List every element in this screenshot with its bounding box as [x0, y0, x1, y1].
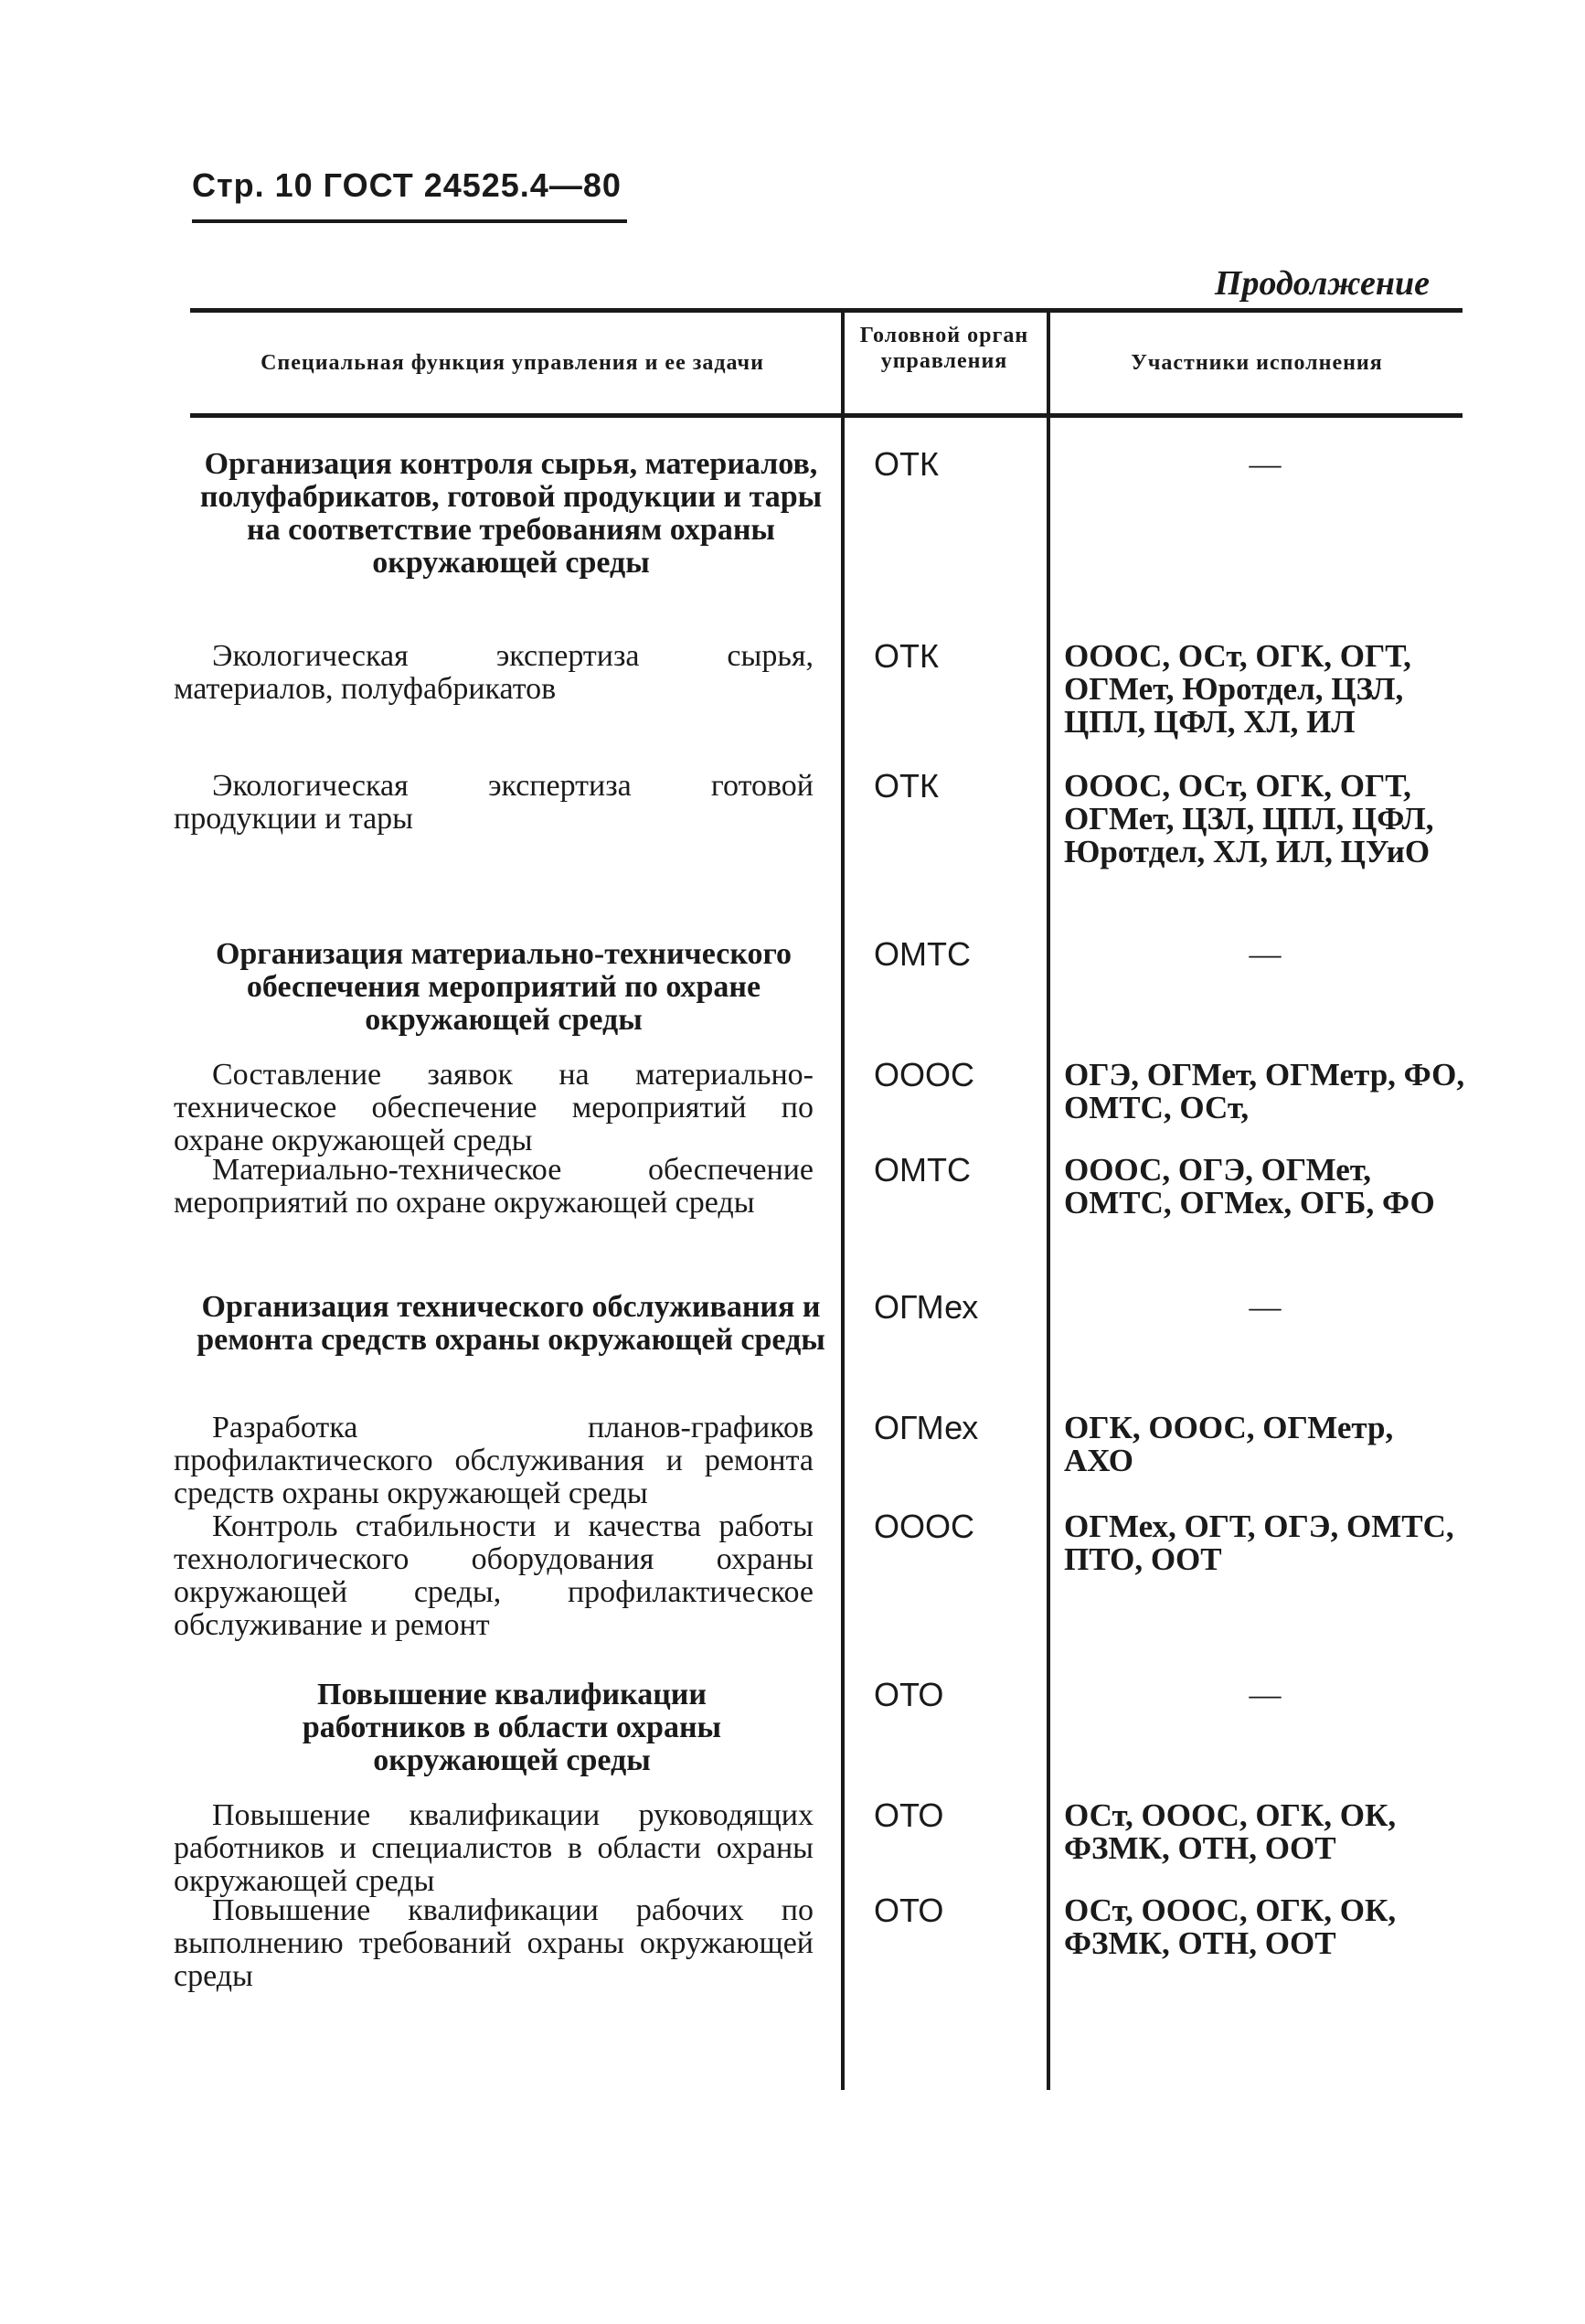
continuation-label: Продолжение — [1214, 264, 1430, 303]
participants: ОООС, ОГЭ, ОГМет, ОМТС, ОГМех, ОГБ, ФО — [1064, 1152, 1435, 1221]
section-title: Организация контроля сырья, материалов, полуфабрикатов, готовой продукции и тары на соответствие требованиям охраны окружающей среды — [199, 447, 823, 580]
section-title: Повышение квалификации работников в области охраны окружающей среды — [302, 1678, 722, 1777]
lead-org: ОООС — [874, 1056, 975, 1093]
task: Материально-техническое обеспечение мероприятий по охране окружающей среды — [174, 1153, 814, 1220]
section-title: Организация технического обслуживания и ремонта средств охраны окружающей среды — [197, 1290, 825, 1357]
lead-org: ОМТС — [874, 1151, 971, 1189]
task: Экологическая экспертиза готовой продукции и тары — [174, 769, 814, 836]
participants: ОГК, ОООС, ОГМетр, АХО — [1064, 1410, 1394, 1478]
task: Составление заявок на материально-техническое обеспечение мероприятий по охране окружающей среды — [174, 1058, 814, 1157]
section-title: Организация материально-технического обеспечения мероприятий по охране окружающей среды — [215, 937, 792, 1037]
task: Контроль стабильности и качества работы технологического оборудования охраны окружающей среды, профилактическое обслуживание и ремонт — [174, 1509, 814, 1642]
column-header-lead-org: Головной орган управления — [859, 324, 1029, 373]
table-header-rule — [190, 413, 1463, 418]
header-underline — [192, 219, 627, 223]
lead-org: ОГМех — [874, 1288, 979, 1326]
lead-org: ОТО — [874, 1796, 944, 1834]
column-divider — [841, 313, 845, 2090]
task: Повышение квалификации руководящих работников и специалистов в области охраны окружающей среды — [174, 1798, 814, 1898]
participants: ОСт, ОООС, ОГК, ОК, ФЗМК, ОТН, ООТ — [1064, 1892, 1397, 1961]
task: Разработка планов-графиков профилактического обслуживания и ремонта средств охраны окружающей среды — [174, 1411, 814, 1510]
column-divider — [1047, 313, 1050, 2090]
participants: — — [1249, 936, 1282, 972]
participants: ОООС, ОСт, ОГК, ОГТ, ОГМет, Юротдел, ЦЗЛ, ЦПЛ, ЦФЛ, ХЛ, ИЛ — [1064, 638, 1411, 740]
participants: — — [1249, 446, 1282, 482]
column-header-participants: Участники исполнения — [1131, 351, 1383, 375]
lead-org: ОТК — [874, 767, 939, 805]
participants: — — [1249, 1677, 1282, 1712]
participants: ОООС, ОСт, ОГК, ОГТ, ОГМет, ЦЗЛ, ЦПЛ, ЦФЛ, Юротдел, ХЛ, ИЛ, ЦУиО — [1064, 768, 1434, 869]
lead-org: ОГМех — [874, 1409, 979, 1446]
participants: ОГМех, ОГТ, ОГЭ, ОМТС, ПТО, ООТ — [1064, 1508, 1454, 1577]
task: Экологическая экспертиза сырья, материалов, полуфабрикатов — [174, 639, 814, 706]
participants: ОСт, ОООС, ОГК, ОК, ФЗМК, ОТН, ООТ — [1064, 1797, 1397, 1866]
lead-org: ОТО — [874, 1676, 944, 1713]
participants: — — [1249, 1289, 1282, 1325]
lead-org: ОТК — [874, 637, 939, 675]
lead-org: ОТО — [874, 1892, 944, 1929]
column-header-function: Специальная функция управления и ее задачи — [261, 351, 764, 375]
lead-org: ОООС — [874, 1508, 975, 1545]
participants: ОГЭ, ОГМет, ОГМетр, ФО, ОМТС, ОСт, — [1064, 1057, 1465, 1125]
page-header: Стр. 10 ГОСТ 24525.4—80 — [192, 166, 622, 204]
lead-org: ОМТС — [874, 935, 971, 973]
lead-org: ОТК — [874, 445, 939, 483]
task: Повышение квалификации рабочих по выполнению требований охраны окружающей среды — [174, 1893, 814, 1993]
table-top-rule — [190, 308, 1463, 313]
